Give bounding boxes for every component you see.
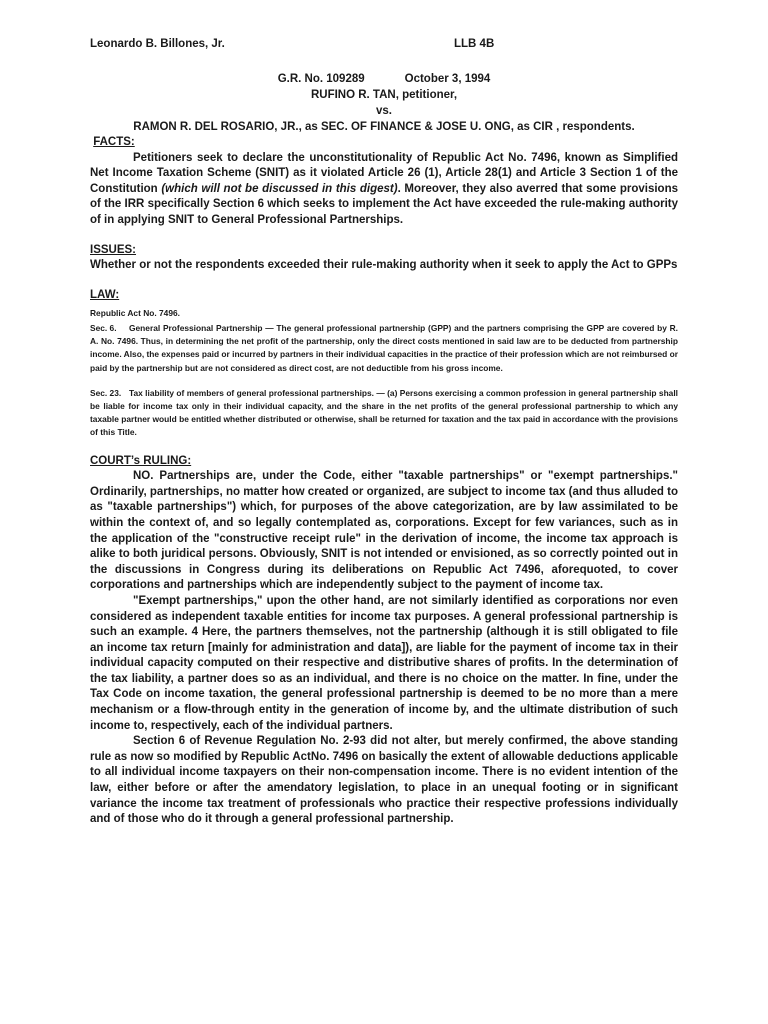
ruling-paragraph-2: "Exempt partnerships," upon the other hand, are not similarly identified as corporations nor even considered as independent taxable entities for income tax purposes. A general professional partnership is such an example. 4 Here, the partners themselves, not the partnership (although it is still obligated to file an income tax return [mainly for administration and data]), are liable for the payment of income tax in their individual capacity computed on their respective and distributive shares of profits. In the determination of the tax liability, a partner does so as an individual, and there is no choice on the matter. In fine, under the Tax Code on income taxation, the general professional partnership is deemed to be no more than a mere mechanism or a flow-through entity in the generation of income by, and the ultimate distribution of such income to, respectively, each of the individual partners. (90, 594, 678, 732)
law-sec6: Sec. 6. General Professional Partnership — The general professional partnership (GPP) and the partners comprising the GPP are covered by R. A. No. 7496. Thus, in determining the net profit of the partnership, only the direct costs mentioned in said law are to be deducted from partnership income. Also, the expenses paid or incurred by partners in their individual capacities in the practice of their profession which are not reimbursed or paid by the partnership but are not considered as direct cost, are not deductible from his gross income. (90, 322, 678, 373)
ruling-heading: COURT’s RULING: (90, 454, 192, 467)
ruling-paragraph-3: Section 6 of Revenue Regulation No. 2-93 did not alter, but merely confirmed, the above standing rule as now so modified by Republic ActNo. 7496 on basically the extent of allowable deductions applicable to all individual income taxpayers on their non-compensation income. There is no evident intention of the law, either before or after the amendatory legislation, to place in an unequal footing or in significant variance the income tax treatment of professionals who practice their respective professions individually and of those who do it through a general professional partnership. (90, 735, 678, 826)
author-name: Leonardo B. Billones, Jr. (90, 38, 225, 50)
ruling-section (90, 454, 678, 828)
issues-text: Whether or not the respondents exceeded their rule-making authority when it seek to apply the Act to GPPs (90, 259, 678, 272)
facts-section (90, 135, 678, 229)
law-sec23: Sec. 23. Tax liability of members of general professional partnerships. — (a) Persons exercising a common profession in general partnership shall be liable for income tax only in their individual capacity, and the share in the net profits of the general professional partnership to which any taxable partner would be entitled whether distributed or otherwise, shall be returned for taxation and the tax paid in accordance with the provisions of this Title. (90, 387, 678, 438)
petitioner: RUFINO R. TAN, petitioner, (310, 89, 458, 101)
law-section (90, 288, 678, 440)
law-title: Republic Act No. 7496. (90, 308, 180, 319)
case-caption (90, 71, 678, 135)
issues-heading: ISSUES: (90, 243, 137, 256)
facts-heading: FACTS: (93, 136, 135, 148)
law-heading: LAW: (90, 288, 120, 301)
case-number-line (90, 71, 678, 87)
gr-number: G.R. No. 109289 (277, 73, 365, 85)
class-tag: LLB 4B (454, 38, 495, 50)
facts-italic-note: (which will not be discussed in this digest) (161, 182, 398, 195)
facts-text: Petitioners seek to declare the unconstitutionality of Republic Act No. 7496, known as Simplified Net Income Taxation Scheme (SNIT) as it violated Article 26 (1), Article 28(1) and Article 3 Section 1 of the Constitution (which will not be discussed in this digest). Moreover, they also averred that some provisions of the IRR specifically Section 6 which seeks to implement the Act have exceeded the rule-making authority of in applying SNIT to General Professional Partnerships. (90, 151, 678, 226)
versus: vs. (376, 105, 392, 117)
digest-body (90, 135, 678, 828)
ruling-paragraph-1: NO. Partnerships are, under the Code, either "taxable partnerships" or "exempt partnerships." Ordinarily, partnerships, no matter how created or organized, are subject to income tax (and thus alluded to as "taxable partnerships") which, for purposes of the above categorization, are by law assimilated to be within the context of, and so legally contemplated as, corporations. Except for few variances, such as in the application of the "constructive receipt rule" in the derivation of income, the income tax approach is alike to both juridical persons. Obviously, SNIT is not intended or envisioned, as so correctly pointed out in the discussions in Congress during its deliberations on Republic Act 7496, aforequoted, to cover corporations and partnerships which are independently subject to the payment of income tax. (90, 470, 678, 592)
respondents: RAMON R. DEL ROSARIO, JR., as SEC. OF FINANCE & JOSE U. ONG, as CIR , respondents. (133, 121, 635, 133)
case-date: October 3, 1994 (404, 73, 491, 85)
issues-section (90, 243, 678, 274)
